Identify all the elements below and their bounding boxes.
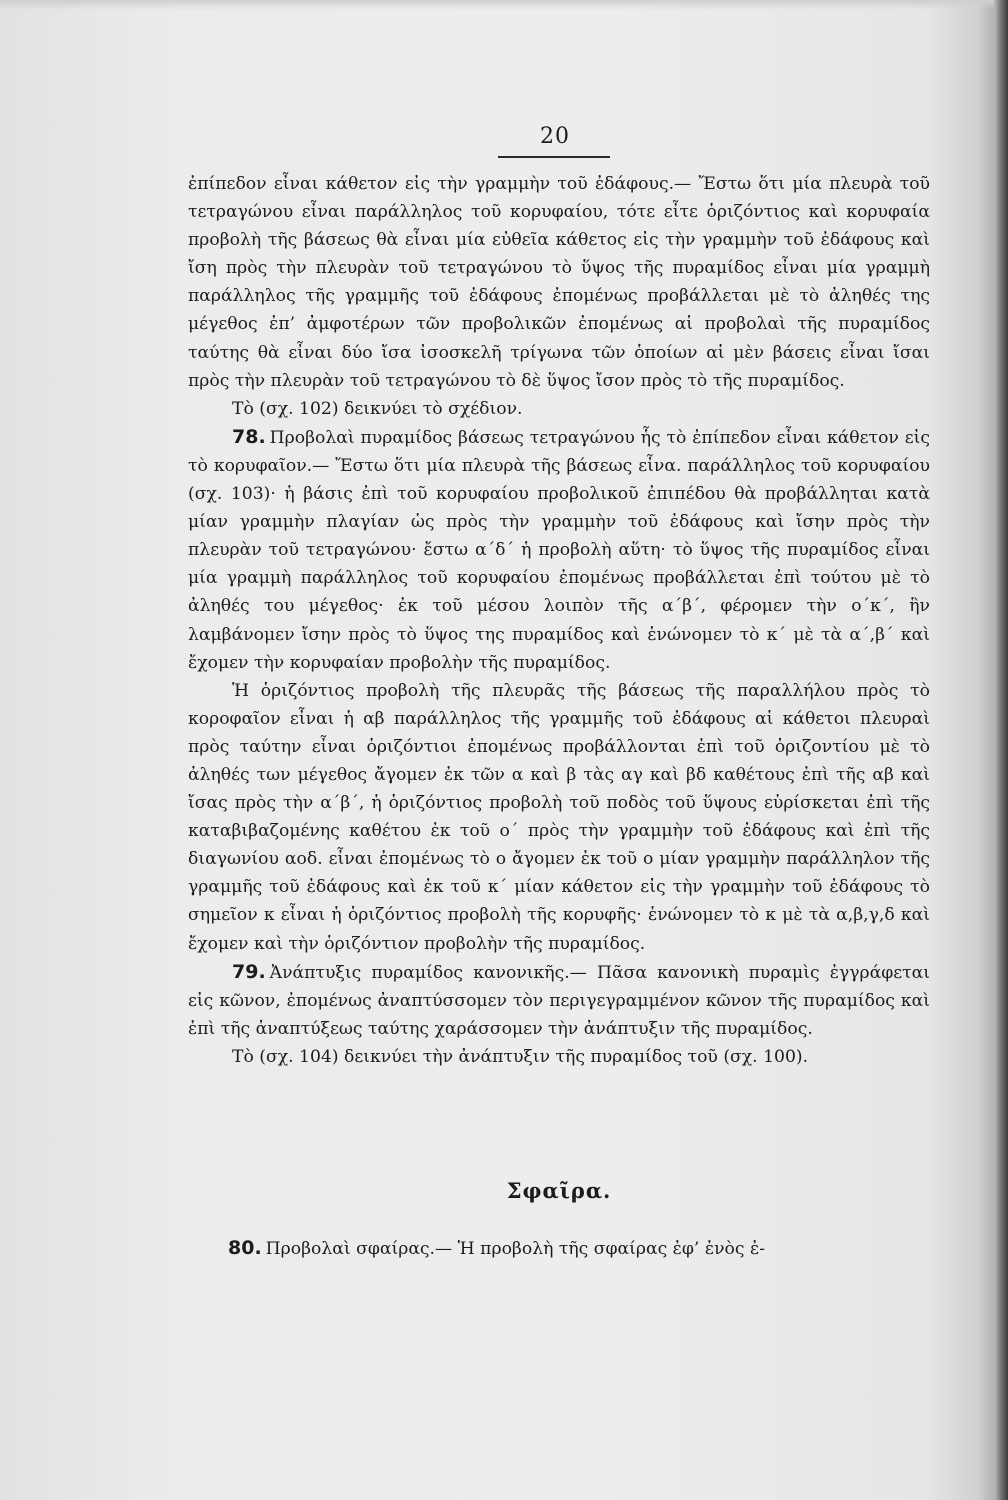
paragraph-horizontal-projection: Ἡ ὁριζόντιος προβολὴ τῆς πλευρᾶς τῆς βάσεως τῆς παραλλήλου πρὸς τὸ κοροφαῖον εἶναι ἡ αβ παράλληλος τῆς γραμμῆς τοῦ ἐδάφους αἱ κάθετοι πλευραὶ πρὸς ταύτην εἶναι ὁριζόντιοι ἐπομένως προβάλλονται ἐπὶ τοῦ ὁριζοντίου μὲ τὸ ἀληθές των μέγεθος ἄγομεν ἐκ τῶν α καὶ β τὰς αγ καὶ βδ καθέτους ἐπὶ τῆς αβ καὶ ἴσας πρὸς τὴν α΄β΄, ἡ ὁριζόντιος προβολὴ τοῦ ποδὸς τοῦ ὕψους εὑρίσκεται ἐπὶ τῆς καταβιβαζομένης καθέτου ἐκ τοῦ ο΄ πρὸς τὴν γραμμὴν τοῦ ἐδάφους καὶ ἐπὶ τῆς διαγωνίου αοδ. εἶναι ἐπομένως τὸ ο ἄγομεν ἐκ τοῦ ο μίαν γραμμὴν παράλληλον τῆς γραμμῆς τοῦ ἐδάφους καὶ ἐκ τοῦ κ΄ μίαν κάθετον εἰς τὴν γραμμὴν τοῦ ἐδάφους τὸ σημεῖον κ εἶναι ἡ ὁριζόντιος προβολὴ τῆς κορυφῆς· ἑνώνομεν τὸ κ μὲ τὰ α,β,γ,δ καὶ ἔχομεν καὶ τὴν ὁριζόντιον προβολὴν τῆς πυραμίδος.	[188, 680, 930, 954]
section-80-number: 80.	[228, 1237, 262, 1259]
section-heading-sphere: Σφαῖρα.	[506, 1178, 612, 1203]
body-text	[188, 170, 930, 1071]
section-78	[188, 423, 930, 677]
section-80-text: Προβολαὶ σφαίρας.— Ἡ προβολὴ τῆς σφαίρας ἐφ’ ἑνὸς ἐ-	[265, 1239, 765, 1259]
section-79	[188, 958, 930, 1043]
page-top-shadow	[0, 0, 1008, 10]
page-binding-edge	[994, 0, 1008, 1500]
page-number-rule	[498, 156, 610, 158]
section-78-text: Προβολαὶ πυραμίδος βάσεως τετραγώνου ἧς τὸ ἐπίπεδον εἶναι κάθετον εἰς τὸ κορυφαῖον.— Ἔστω ὅτι μία πλευρὰ τῆς βάσεως εἶνα. παράλληλος τοῦ κορυφαίου (σχ. 103)· ἡ βάσις ἐπὶ τοῦ κορυφαίου προβολικοῦ ἐπιπέδου θὰ προβάλληται κατὰ μίαν γραμμὴν πλαγίαν ὡς πρὸς τὴν γραμμὴν τοῦ ἐδάφους καὶ ἴσην πρὸς τὴν πλευρὰν τοῦ τετραγώνου· ἔστω α΄δ΄ ἡ προβολὴ αὕτη· τὸ ὕψος τῆς πυραμίδος εἶναι μία γραμμὴ παράλληλος τοῦ κορυφαίου ἐπομένως προβάλλεται ἐπὶ τούτου μὲ τὸ ἀληθές του μέγεθος· ἐκ τοῦ μέσου λοιπὸν τῆς α΄β΄, φέρομεν τὴν ο΄κ΄, ἣν λαμβάνομεν ἴσην πρὸς τὸ ὕψος της πυραμίδος καὶ ἑνώνομεν τὸ κ΄ μὲ τὰ α΄,β΄ καὶ ἔχομεν τὴν κορυφαίαν προβολὴν τῆς πυραμίδος.	[188, 427, 930, 673]
section-79-number: 79.	[232, 960, 266, 983]
paragraph-figure-102: Τὸ (σχ. 102) δεικνύει τὸ σχέδιον.	[232, 398, 523, 419]
paragraph-figure-104: Τὸ (σχ. 104) δεικνύει τὴν ἀνάπτυξιν τῆς πυραμίδος τοῦ (σχ. 100).	[232, 1046, 809, 1067]
paragraph-pyramid-square-base: ἐπίπεδον εἶναι κάθετον εἰς τὴν γραμμὴν τοῦ ἐδάφους.— Ἔστω ὅτι μία πλευρὰ τοῦ τετραγώνου εἶναι παράλληλος τοῦ κορυφαίου, τότε εἶτε ὁριζόντιος καὶ κορυφαία προβολὴ τῆς βάσεως θὰ εἶναι μία εὐθεῖα κάθετος εἰς τὴν γραμμὴν τοῦ ἐδάφους καὶ ἴση πρὸς τὴν πλευρὰν τοῦ τετραγώνου τὸ ὕψος τῆς πυραμίδος εἶναι μία γραμμὴ παράλληλος τῆς γραμμῆς τοῦ ἐδάφους ἐπομένως προβάλλεται μὲ τὸ ἀληθές της μέγεθος ἐπ’ ἀμφοτέρων τῶν προβολικῶν ἐπομένως αἱ προβολαὶ τῆς πυραμίδος ταύτης θὰ εἶναι δύο ἴσα ἰσοσκελῆ τρίγωνα τῶν ὁποίων αἱ μὲν βάσεις εἶναι ἴσαι πρὸς τὴν πλευρὰν τοῦ τετραγώνου τὸ δὲ ὕψος ἴσον πρὸς τὸ τῆς πυραμίδος.	[188, 174, 930, 391]
page-number: 20	[540, 124, 570, 149]
section-78-number: 78.	[232, 425, 266, 448]
section-79-text: Ἀνάπτυξις πυραμίδος κανονικῆς.— Πᾶσα κανονικὴ πυραμὶς ἐγγράφεται εἰς κῶνον, ἐπομένως ἀναπτύσσομεν τὸν περιγεγραμμένον κῶνον τῆς πυραμίδος καὶ ἐπὶ τῆς ἀναπτύξεως ταύτης χαράσσομεν τὴν ἀνάπτυξιν τῆς πυραμίδος.	[188, 962, 930, 1039]
section-80	[188, 1234, 930, 1263]
